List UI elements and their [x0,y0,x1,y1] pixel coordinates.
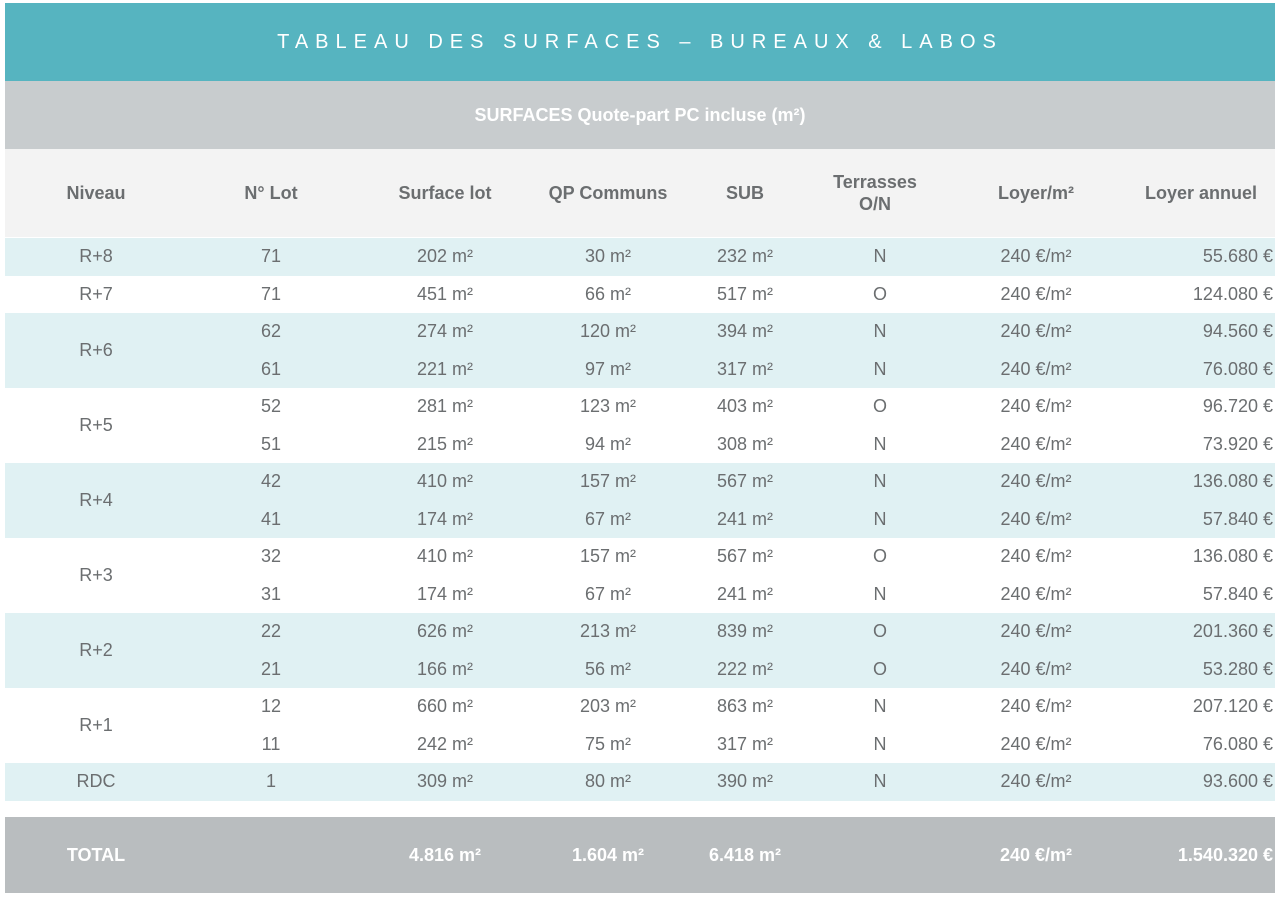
table-title: TABLEAU DES SURFACES – BUREAUX & LABOS [277,30,1003,53]
terrasse-cell: N [873,508,887,529]
table-row [5,313,1275,351]
loyer-m2-cell: 240 €/m² [1000,321,1072,342]
surface-cell: 626 m² [416,621,474,642]
niveau-group-r3 [5,538,1275,613]
qp-communs-cell: 67 m² [584,583,631,604]
surface-cell: 174 m² [416,583,474,604]
loyer-annuel-cell: 124.080 € [1192,283,1273,304]
surface-cell: 215 m² [416,433,474,454]
niveau-group-r8 [5,238,1275,276]
loyer-annuel-cell: 57.840 € [1202,583,1273,604]
loyer-annuel-cell: 93.600 € [1202,771,1273,792]
header-terrasses-line1: Terrasses [833,172,917,192]
terrasse-cell: N [873,321,887,342]
lot-cell: 31 [260,583,282,604]
sub-cell: 222 m² [716,658,774,679]
surface-cell: 451 m² [416,283,474,304]
sub-cell: 403 m² [716,396,774,417]
surface-cell: 410 m² [416,546,474,567]
lot-cell: 71 [260,246,282,267]
qp-communs-cell: 94 m² [584,433,631,454]
qp-communs-cell: 66 m² [584,283,631,304]
qp-communs-cell: 157 m² [579,546,637,567]
title-banner [5,3,1275,81]
niveau-group-r2 [5,613,1275,688]
niveau-group-rdc [5,763,1275,801]
surface-cell: 202 m² [416,246,474,267]
lot-cell: 52 [260,396,282,417]
surface-cell: 309 m² [416,771,474,792]
total-loyer-annuel: 1.540.320 € [1177,844,1273,865]
table-row [5,688,1275,726]
sub-cell: 232 m² [716,246,774,267]
column-header-row [5,149,1275,237]
qp-communs-cell: 123 m² [579,396,637,417]
table-row [5,763,1275,801]
loyer-m2-cell: 240 €/m² [1000,546,1072,567]
niveau-group-r4 [5,463,1275,538]
loyer-m2-cell: 240 €/m² [1000,471,1072,492]
loyer-annuel-cell: 55.680 € [1202,246,1273,267]
total-sub: 6.418 m² [708,844,782,865]
table-row [5,238,1275,276]
lot-cell: 11 [261,733,281,754]
table-row [5,276,1275,314]
header-loyer-annuel: Loyer annuel [1144,183,1258,203]
terrasse-cell: N [873,471,887,492]
surface-cell: 166 m² [416,658,474,679]
loyer-annuel-cell: 96.720 € [1202,396,1273,417]
table-row [5,726,1275,764]
sub-cell: 394 m² [716,321,774,342]
loyer-m2-cell: 240 €/m² [1000,733,1072,754]
qp-communs-cell: 213 m² [579,621,637,642]
loyer-annuel-cell: 57.840 € [1202,508,1273,529]
sub-cell: 863 m² [716,696,774,717]
table-row [5,576,1275,614]
qp-communs-cell: 56 m² [584,658,631,679]
loyer-m2-cell: 240 €/m² [1000,283,1072,304]
table-subtitle: SURFACES Quote-part PC incluse (m²) [474,104,806,125]
header-terrasses [805,149,945,237]
surface-cell: 281 m² [416,396,474,417]
header-sub: SUB [725,183,764,203]
terrasse-cell: O [872,621,887,642]
table-row [5,538,1275,576]
terrasse-cell: O [872,658,887,679]
loyer-annuel-cell: 94.560 € [1202,321,1273,342]
terrasse-cell: N [873,358,887,379]
niveau-cell: R+4 [79,490,113,510]
terrasse-cell: N [873,583,887,604]
total-loyer-m2: 240 €/m² [999,844,1073,865]
table-row [5,613,1275,651]
qp-communs-cell: 67 m² [584,508,631,529]
loyer-m2-cell: 240 €/m² [1000,771,1072,792]
terrasse-cell: N [873,246,887,267]
loyer-m2-cell: 240 €/m² [1000,358,1072,379]
terrasse-cell: O [872,546,887,567]
niveau-group-r5 [5,388,1275,463]
sub-cell: 241 m² [716,583,774,604]
niveau-group-r1 [5,688,1275,763]
loyer-annuel-cell: 76.080 € [1202,358,1273,379]
total-surface: 4.816 m² [408,844,482,865]
surface-cell: 660 m² [416,696,474,717]
sub-cell: 308 m² [716,433,774,454]
terrasse-cell: O [872,396,887,417]
subtitle-banner [5,81,1275,149]
table-row [5,388,1275,426]
loyer-m2-cell: 240 €/m² [1000,696,1072,717]
lot-cell: 61 [260,358,282,379]
sub-cell: 517 m² [716,283,774,304]
table-row [5,351,1275,389]
loyer-m2-cell: 240 €/m² [1000,396,1072,417]
qp-communs-cell: 120 m² [579,321,637,342]
qp-communs-cell: 75 m² [584,733,631,754]
loyer-annuel-cell: 136.080 € [1192,471,1273,492]
niveau-cell: RDC [76,771,116,792]
table-row [5,501,1275,539]
lot-cell: 12 [260,696,282,717]
loyer-annuel-cell: 201.360 € [1192,621,1273,642]
loyer-annuel-cell: 76.080 € [1202,733,1273,754]
niveau-cell: R+3 [79,565,113,585]
sub-cell: 241 m² [716,508,774,529]
qp-communs-cell: 157 m² [579,471,637,492]
surface-cell: 274 m² [416,321,474,342]
loyer-annuel-cell: 207.120 € [1192,696,1273,717]
sub-cell: 317 m² [716,358,774,379]
total-label: TOTAL [66,844,126,865]
terrasse-cell: N [873,696,887,717]
header-terrasses-line2: O/N [858,194,891,214]
lot-cell: 51 [260,433,282,454]
total-qp: 1.604 m² [571,844,645,865]
surface-cell: 221 m² [416,358,474,379]
header-surface: Surface lot [398,183,492,203]
sub-cell: 317 m² [716,733,774,754]
table-row [5,426,1275,464]
lot-cell: 62 [260,321,282,342]
lot-cell: 22 [260,621,282,642]
niveau-cell: R+6 [79,340,113,360]
qp-communs-cell: 80 m² [584,771,631,792]
terrasse-cell: N [873,733,887,754]
loyer-annuel-cell: 136.080 € [1192,546,1273,567]
niveau-cell: R+1 [79,715,113,735]
loyer-m2-cell: 240 €/m² [1000,658,1072,679]
loyer-annuel-cell: 73.920 € [1202,433,1273,454]
niveau-group-r6 [5,313,1275,388]
table-row [5,463,1275,501]
header-qp-communs: QP Communs [548,183,668,203]
qp-communs-cell: 203 m² [579,696,637,717]
loyer-m2-cell: 240 €/m² [1000,246,1072,267]
lot-cell: 71 [260,283,282,304]
surface-cell: 242 m² [416,733,474,754]
sub-cell: 567 m² [716,471,774,492]
loyer-m2-cell: 240 €/m² [1000,621,1072,642]
table-row [5,651,1275,689]
surface-cell: 174 m² [416,508,474,529]
lot-cell: 21 [260,658,282,679]
header-loyer-m2: Loyer/m² [997,183,1075,203]
terrasse-cell: N [873,433,887,454]
sub-cell: 839 m² [716,621,774,642]
lot-cell: 1 [265,771,276,792]
loyer-m2-cell: 240 €/m² [1000,508,1072,529]
loyer-annuel-cell: 53.280 € [1202,658,1273,679]
niveau-cell: R+2 [79,640,113,660]
qp-communs-cell: 97 m² [584,358,631,379]
header-niveau: Niveau [66,183,126,203]
niveau-cell: R+8 [79,246,113,267]
niveau-group-r7 [5,276,1275,314]
lot-cell: 41 [260,508,282,529]
total-row [5,817,1275,893]
qp-communs-cell: 30 m² [584,246,631,267]
loyer-m2-cell: 240 €/m² [1000,433,1072,454]
loyer-m2-cell: 240 €/m² [1000,583,1072,604]
niveau-cell: R+5 [79,415,113,435]
sub-cell: 567 m² [716,546,774,567]
terrasse-cell: O [872,283,887,304]
lot-cell: 32 [260,546,282,567]
sub-cell: 390 m² [716,771,774,792]
terrasse-cell: N [873,771,887,792]
header-lot: N° Lot [244,183,298,203]
surface-cell: 410 m² [416,471,474,492]
niveau-cell: R+7 [79,283,113,304]
lot-cell: 42 [260,471,282,492]
